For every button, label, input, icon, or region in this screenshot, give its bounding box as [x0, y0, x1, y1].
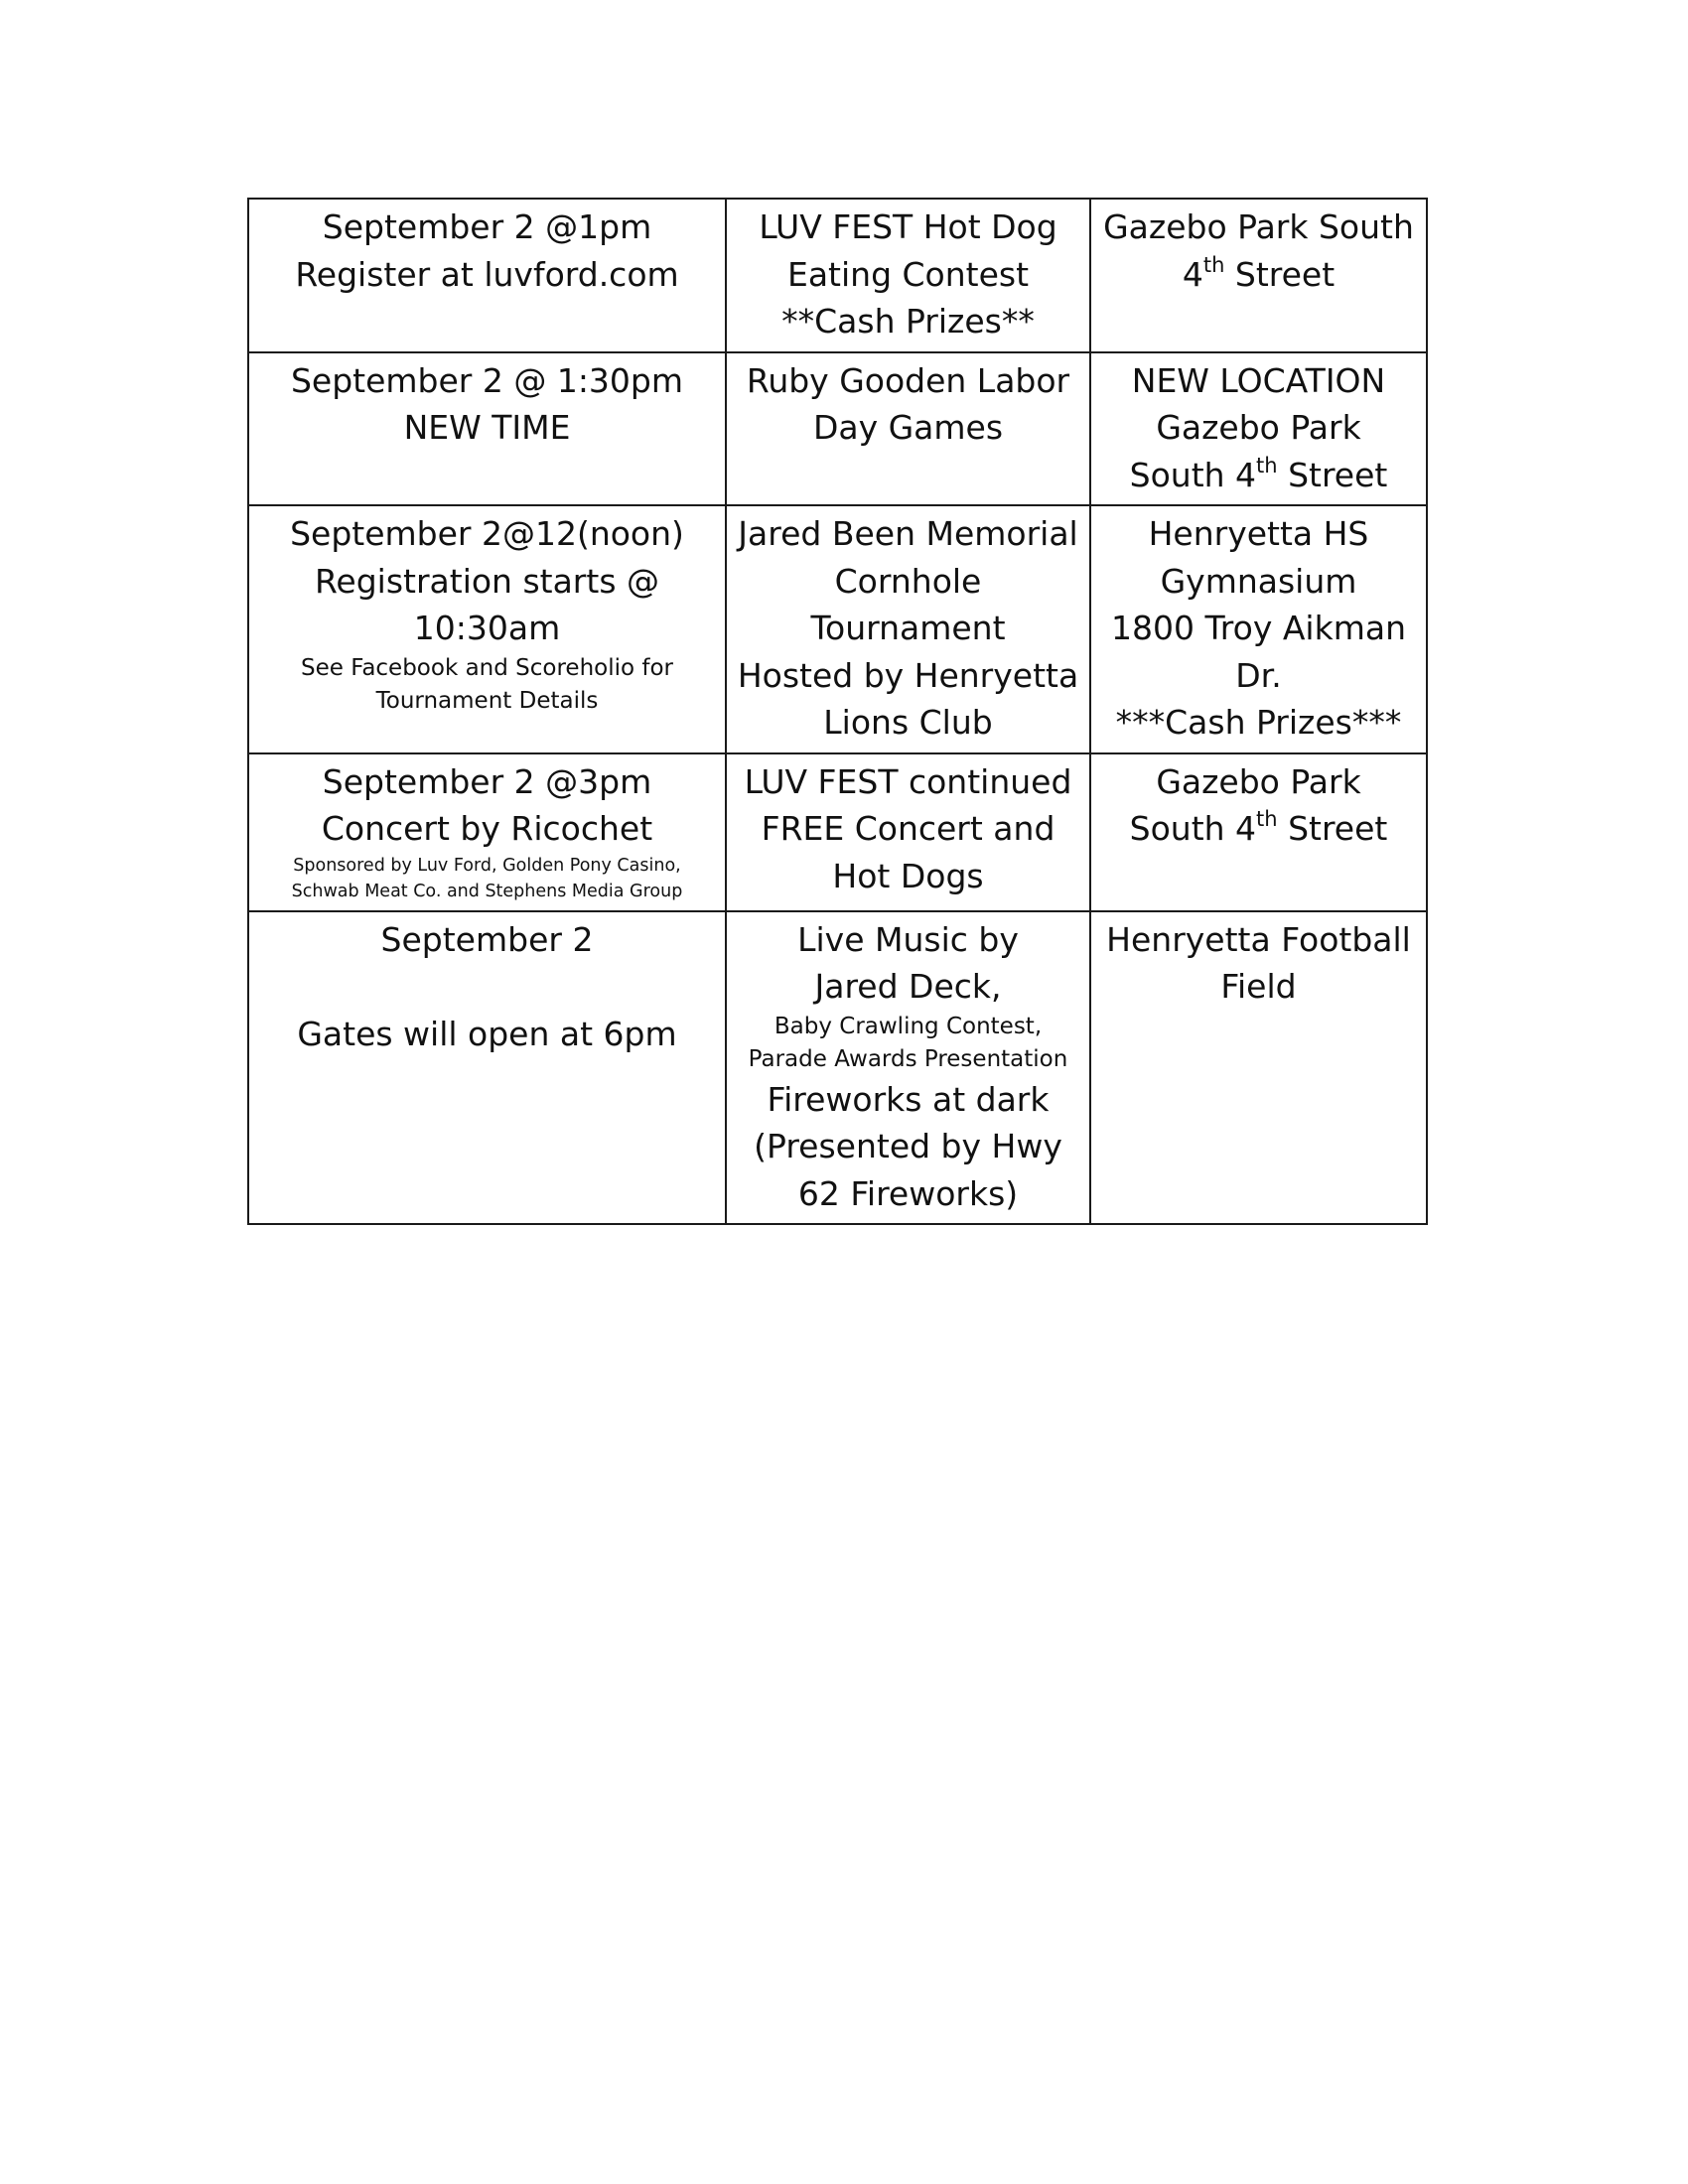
event-location: Gazebo Park [1156, 408, 1361, 447]
where-cell [1090, 911, 1427, 1225]
event-location: Gazebo Park [1156, 761, 1361, 801]
table-row [248, 911, 1427, 1225]
registration-info: Register at luvford.com [295, 254, 679, 294]
where-cell [1090, 505, 1427, 753]
gate-time: Gates will open at 6pm [297, 1014, 677, 1053]
event-note: ***Cash Prizes*** [1115, 703, 1402, 742]
event-title: Jared Deck, [814, 967, 1002, 1006]
event-title: Cornhole [834, 561, 982, 601]
event-host: Lions Club [823, 703, 993, 742]
table-row [248, 352, 1427, 506]
when-cell [248, 505, 726, 753]
what-cell [726, 753, 1090, 911]
event-host: Hosted by Henryetta [737, 655, 1079, 695]
time-note: NEW TIME [403, 408, 571, 447]
event-location: Henryetta Football [1106, 919, 1411, 959]
when-cell [248, 753, 726, 911]
event-title: Eating Contest [786, 254, 1030, 294]
where-cell [1090, 753, 1427, 911]
presenter-note: 62 Fireworks) [797, 1173, 1019, 1213]
event-date: September 2 @ 1:30pm [290, 360, 684, 400]
event-note: **Cash Prizes** [781, 302, 1035, 341]
event-title: Jared Been Memorial [738, 514, 1078, 553]
event-address: Dr. [1235, 655, 1282, 695]
event-location: Gazebo Park South [1103, 207, 1414, 246]
event-location: South 4th Street [1129, 453, 1388, 494]
event-location: Field [1220, 967, 1297, 1006]
sponsor-note: Sponsored by Luv Ford, Golden Pony Casino, [293, 855, 681, 876]
event-title: LUV FEST continued [744, 761, 1072, 801]
event-title: Fireworks at dark [767, 1079, 1050, 1119]
event-location: Gymnasium [1160, 561, 1357, 601]
table-row [248, 505, 1427, 753]
event-date: September 2 @3pm [322, 761, 652, 801]
where-cell [1090, 352, 1427, 506]
activity-note: Parade Awards Presentation [748, 1045, 1068, 1072]
when-cell [248, 911, 726, 1225]
event-location: 4th Street [1182, 252, 1336, 294]
registration-info: 10:30am [413, 609, 561, 647]
location-note: NEW LOCATION [1131, 360, 1386, 400]
table-row [248, 199, 1427, 352]
event-title: Tournament [810, 609, 1006, 647]
event-location: South 4th Street [1129, 807, 1388, 848]
event-title: LUV FEST Hot Dog [759, 207, 1057, 246]
spacer [255, 963, 719, 1011]
event-title: Day Games [812, 408, 1004, 447]
event-schedule-table [247, 198, 1428, 1225]
event-date: September 2 @1pm [322, 207, 652, 246]
event-title: Hot Dogs [832, 856, 984, 895]
what-cell [726, 199, 1090, 352]
event-title: Live Music by [797, 919, 1019, 959]
event-subtitle: Concert by Ricochet [321, 809, 653, 848]
where-cell [1090, 199, 1427, 352]
when-cell [248, 199, 726, 352]
event-title: FREE Concert and [761, 809, 1055, 848]
what-cell [726, 505, 1090, 753]
details-note: See Facebook and Scoreholio for [300, 654, 674, 681]
event-location: Henryetta HS [1148, 514, 1369, 553]
registration-info: Registration starts @ [314, 561, 660, 601]
what-cell [726, 911, 1090, 1225]
sponsor-note: Schwab Meat Co. and Stephens Media Group [291, 881, 683, 901]
presenter-note: (Presented by Hwy [754, 1127, 1062, 1165]
event-date: September 2 [380, 919, 594, 959]
table-row [248, 753, 1427, 911]
when-cell [248, 352, 726, 506]
activity-note: Baby Crawling Contest, [774, 1013, 1043, 1039]
what-cell [726, 352, 1090, 506]
event-date: September 2@12(noon) [290, 514, 684, 553]
event-address: 1800 Troy Aikman [1111, 609, 1406, 647]
event-title: Ruby Gooden Labor [746, 360, 1070, 400]
details-note: Tournament Details [375, 687, 599, 714]
